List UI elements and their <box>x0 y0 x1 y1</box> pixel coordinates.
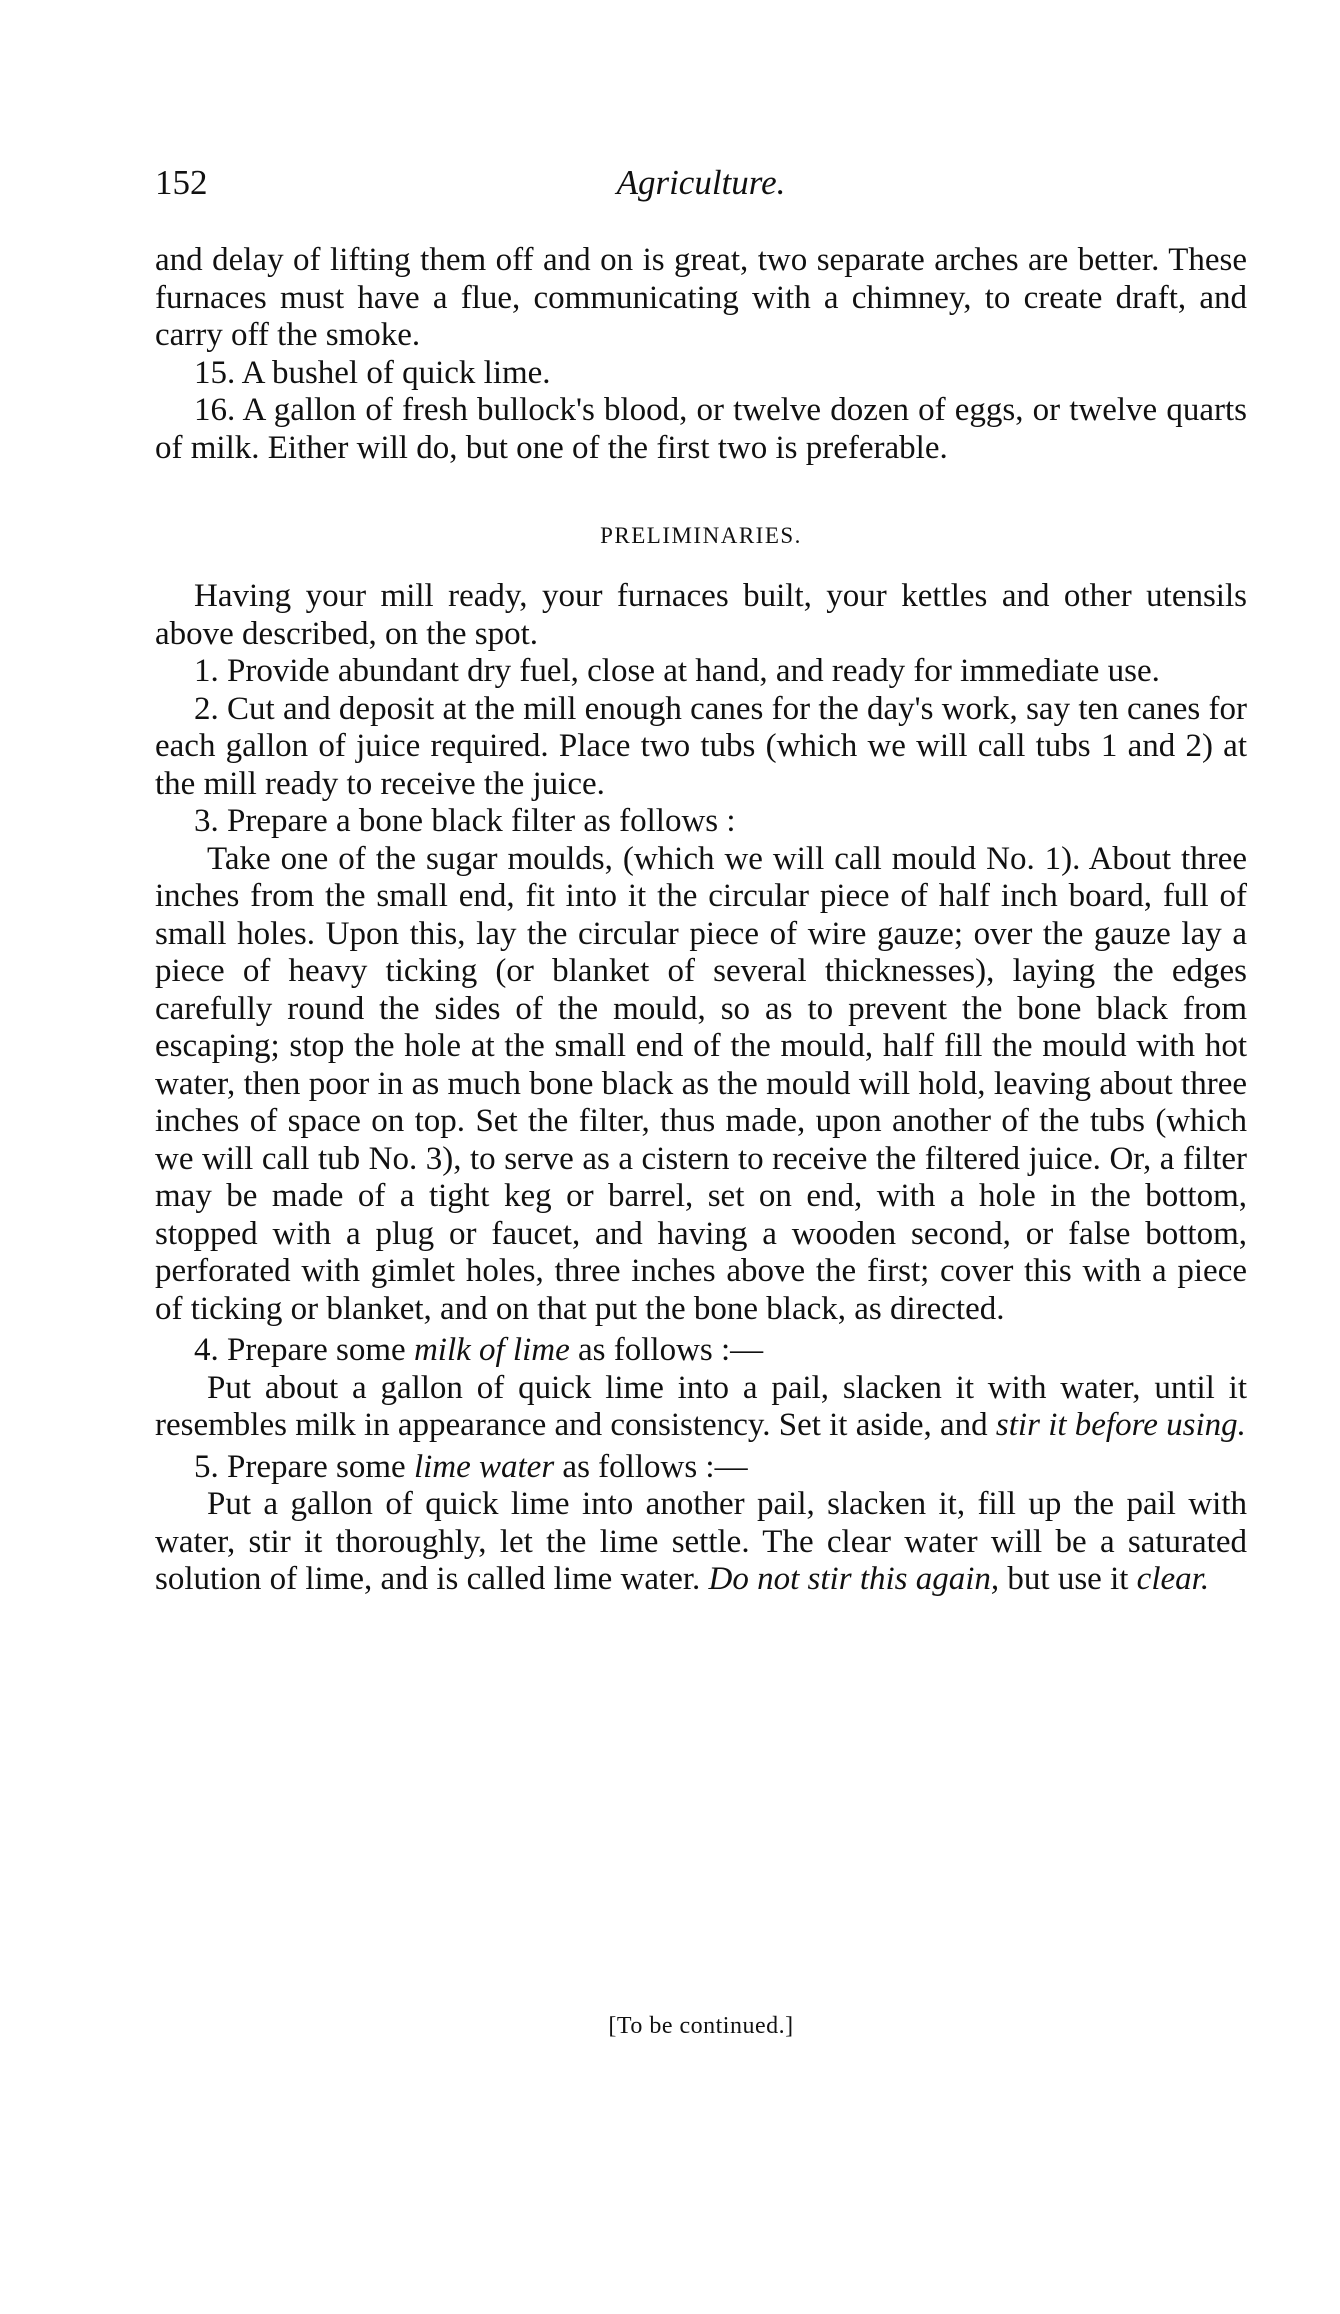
item4-prefix: 4. Prepare some <box>194 1332 414 1368</box>
paragraph-furnace-flue: and delay of lifting them off and on is great, two separate arches are better. These furnaces must have a flue, communicating with a chimney, to create draft, and carry off the smoke. <box>155 242 1247 353</box>
list-item-16: 16. A gallon of fresh bullock's blood, or twelve dozen of eggs, or twelve quarts of milk. Either will do, but one of the first two is preferable. <box>155 392 1247 466</box>
lime-water-emphasis-1: Do not stir this again, <box>708 1561 1000 1597</box>
milk-of-lime-emphasis: stir it before using. <box>995 1407 1246 1443</box>
list-item-1: 1. Provide abundant dry fuel, close at hand, and ready for immediate use. <box>194 653 1160 689</box>
item5-suffix: as follows :— <box>554 1448 748 1485</box>
item4-term: milk of lime <box>413 1332 570 1368</box>
continued-note: [To be continued.] <box>608 2013 794 2039</box>
milk-of-lime-text: Put about a gallon of quick lime into a pail, slacken it with water, until it resembles milk in appearance and consistency. Set it aside, and <box>155 1369 1247 1443</box>
paragraph-filter-instructions: Take one of the sugar moulds, (which we will call mould No. 1). About three inches from the small end, fit into it the circular piece of half inch board, full of small holes. Upon this, lay the circular piece of wire gauze; over the gauze lay a piece of heavy ticking (or blanket of several thicknesses), laying the edges carefully round the sides of the mould, so as to prevent the bone black from escaping; stop the hole at the small end of the mould, half fill the mould with hot water, then poor in as much bone black as the mould will hold, leaving about three inches of space on top. Set the filter, thus made, upon another of the tubs (which we will call tub No. 3), to serve as a cistern to receive the filtered juice. Or, a filter may be made of a tight keg or barrel, set on end, with a hole in the bottom, stopped with a plug or faucet, and having a wooden second, or false bottom, perforated with gimlet holes, three inches above the first; cover this with a piece of ticking or blanket, and on that put the bone black, as directed. <box>155 840 1247 1327</box>
page-header <box>155 163 1247 211</box>
list-item-4 <box>155 1332 1247 1370</box>
lime-water-text: Put a gallon of quick lime into another pail, slacken it, fill up the pail with water, stir it thoroughly, let the lime settle. The clear water will be a saturated solution of lime, and is called lime water. <box>155 1486 1247 1597</box>
running-title: Agriculture. <box>616 163 786 202</box>
item5-term: lime water <box>413 1448 555 1485</box>
list-item-3: 3. Prepare a bone black filter as follows : <box>194 803 736 839</box>
list-item-2: 2. Cut and deposit at the mill enough canes for the day's work, say ten canes for each gallon of juice required. Place two tubs (which we will call tubs 1 and 2) at the mill ready to receive the juice. <box>155 690 1247 802</box>
paragraph-intro: Having your mill ready, your furnaces built, your kettles and other utensils above described, on the spot. <box>155 578 1247 652</box>
lime-water-emphasis-2: clear. <box>1136 1561 1210 1597</box>
paragraph-milk-of-lime <box>155 1370 1247 1445</box>
section-furnace-continued <box>155 242 1247 467</box>
lime-water-text-2: but use it <box>999 1561 1137 1597</box>
list-item-15: 15. A bushel of quick lime. <box>194 354 551 391</box>
section-heading: PRELIMINARIES. <box>600 523 802 548</box>
section-preliminaries <box>155 578 1247 1599</box>
paragraph-lime-water <box>155 1486 1247 1599</box>
item5-prefix: 5. Prepare some <box>194 1448 414 1485</box>
item4-suffix: as follows :— <box>569 1332 764 1368</box>
list-item-5 <box>155 1449 1247 1487</box>
page-number: 152 <box>155 163 208 202</box>
